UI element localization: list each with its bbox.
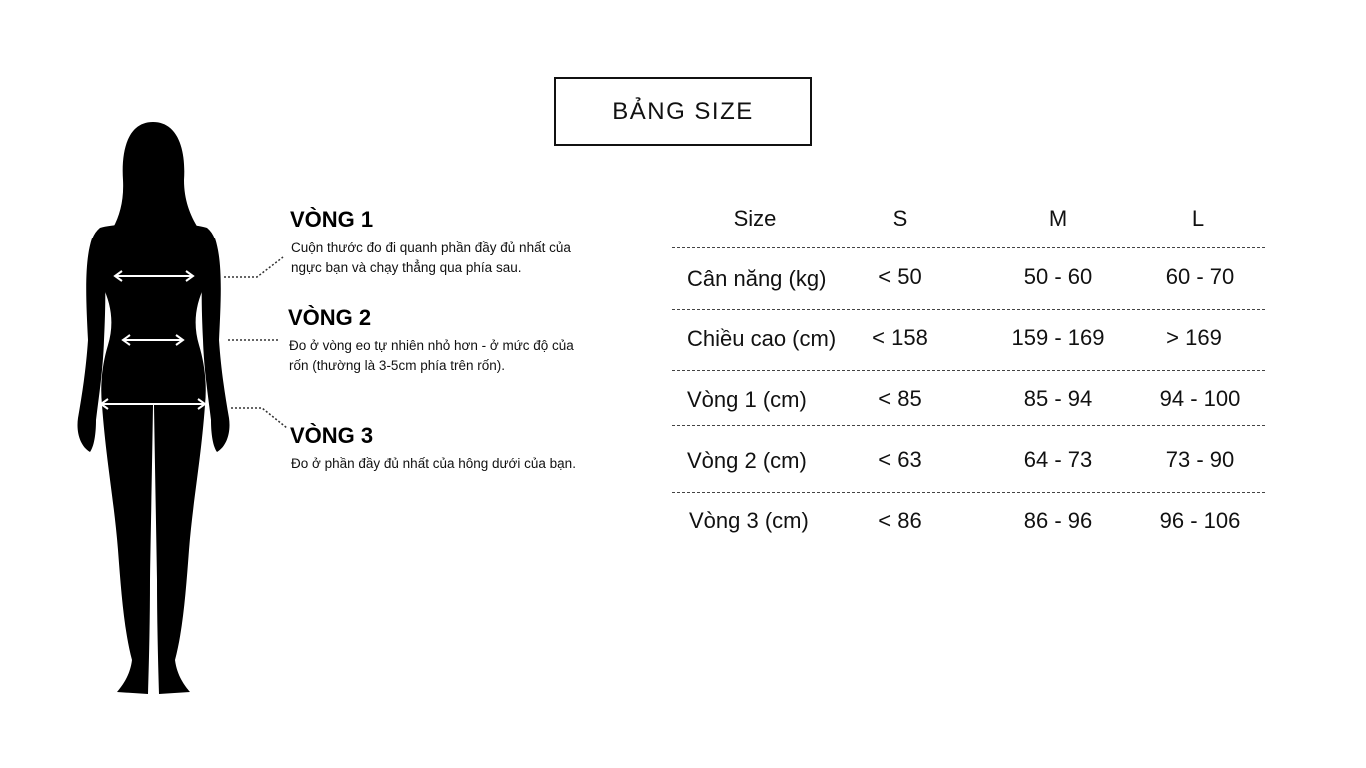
- table-cell: 94 - 100: [1159, 386, 1241, 411]
- table-cell: 159 - 169: [1011, 325, 1105, 350]
- note-line: Đo ở phần đầy đủ nhất của hông dưới của bạn.: [291, 456, 576, 471]
- table-cell: < 158: [872, 325, 928, 350]
- note-line: ngực bạn và chạy thẳng qua phía sau.: [291, 260, 522, 275]
- row-label-weight: Cân năng (kg): [687, 266, 827, 291]
- torso: [89, 224, 217, 406]
- table-cell: < 86: [878, 508, 922, 533]
- left-arm: [78, 238, 106, 452]
- table-cell: 60 - 70: [1165, 264, 1235, 289]
- note-line: Đo ở vòng eo tự nhiên nhỏ hơn - ở mức độ của: [289, 338, 574, 353]
- body-silhouette-figure: [70, 110, 310, 710]
- table-cell: 86 - 96: [1023, 508, 1093, 533]
- right-leg: [154, 405, 205, 694]
- row-divider: [672, 492, 1265, 493]
- row-label-vong-2: Vòng 2 (cm): [687, 448, 807, 473]
- note-title-vong-3: VÒNG 3: [290, 423, 374, 448]
- table-cell: > 169: [1166, 325, 1222, 350]
- table-cell: < 85: [878, 386, 922, 411]
- note-text-vong-3: [291, 454, 576, 474]
- note-text-vong-2: [289, 336, 574, 376]
- table-cell: 96 - 106: [1159, 508, 1241, 533]
- leader-line-vong-1: [224, 257, 283, 277]
- row-divider: [672, 309, 1265, 310]
- table-cell: < 63: [878, 447, 922, 472]
- column-header-s: S: [892, 206, 908, 231]
- table-cell: 64 - 73: [1023, 447, 1093, 472]
- table-cell: 50 - 60: [1023, 264, 1093, 289]
- note-line: rốn (thường là 3-5cm phía trên rốn).: [289, 358, 505, 373]
- column-header-size: Size: [733, 206, 777, 231]
- column-header-m: M: [1048, 206, 1068, 231]
- leader-line-vong-3: [231, 408, 287, 428]
- row-label-vong-3: Vòng 3 (cm): [689, 508, 809, 533]
- table-cell: 73 - 90: [1165, 447, 1235, 472]
- note-text-vong-1: [291, 238, 571, 278]
- row-label-height: Chiều cao (cm): [687, 326, 837, 351]
- note-title-vong-2: VÒNG 2: [288, 305, 372, 330]
- column-header-l: L: [1191, 206, 1205, 231]
- silhouette-shape: [78, 122, 230, 694]
- table-cell: < 50: [878, 264, 922, 289]
- row-divider: [672, 370, 1265, 371]
- table-cell: 85 - 94: [1023, 386, 1093, 411]
- left-leg: [102, 405, 153, 694]
- note-title-vong-1: VÒNG 1: [290, 207, 374, 232]
- right-arm: [202, 238, 230, 452]
- row-divider: [672, 425, 1265, 426]
- note-line: Cuộn thước đo đi quanh phần đầy đủ nhất của: [291, 240, 571, 255]
- row-label-vong-1: Vòng 1 (cm): [687, 387, 807, 412]
- row-divider: [672, 247, 1265, 248]
- page-title: BẢNG SIZE: [554, 77, 812, 146]
